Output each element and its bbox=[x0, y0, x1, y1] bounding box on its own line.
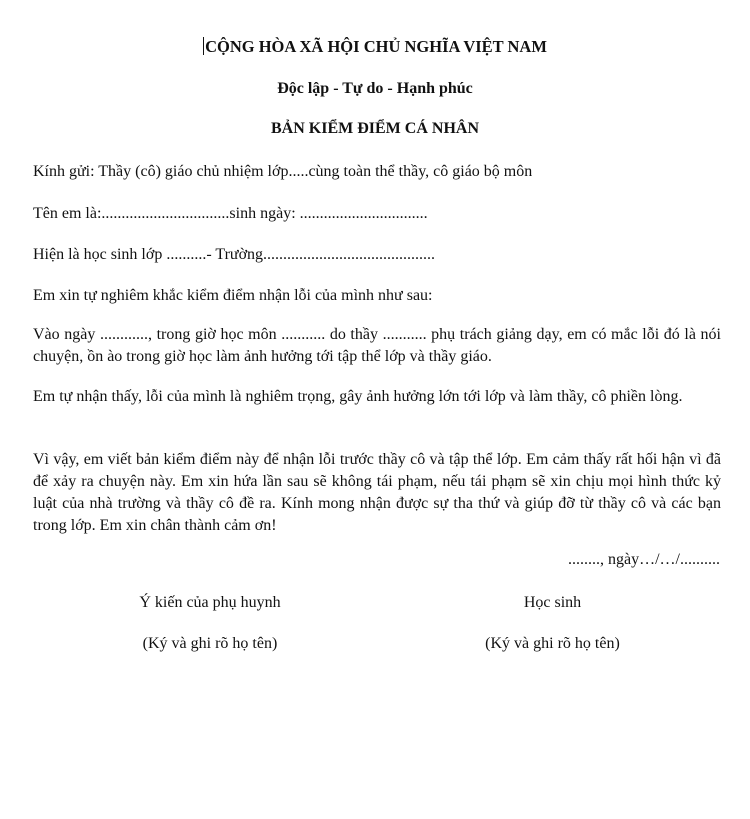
document-title: BẢN KIỂM ĐIỂM CÁ NHÂN bbox=[271, 120, 479, 137]
national-title bbox=[0, 37, 750, 57]
parent-signature-note: (Ký và ghi rõ họ tên) bbox=[142, 635, 278, 652]
date-line: ........, ngày…/…/.......... bbox=[568, 551, 720, 568]
student-signature-note: (Ký và ghi rõ họ tên) bbox=[485, 635, 620, 652]
paragraph-class: Hiện là học sinh lớp ..........- Trường........................................... bbox=[33, 246, 436, 263]
student-signature-title: Học sinh bbox=[523, 594, 582, 611]
motto: Độc lập - Tự do - Hạnh phúc bbox=[277, 80, 473, 97]
text-cursor bbox=[203, 37, 204, 55]
paragraph-acknowledgement: Em tự nhận thấy, lỗi của mình là nghiêm trọng, gây ảnh hưởng lớn tới lớp và làm thầy, cô phiền lòng. bbox=[33, 388, 683, 405]
national-title-text: CỘNG HÒA XÃ HỘI CHỦ NGHĨA VIỆT NAM bbox=[205, 37, 547, 56]
paragraph-intro: Em xin tự nghiêm khắc kiểm điểm nhận lỗi của mình như sau: bbox=[33, 287, 433, 304]
paragraph-incident: Vào ngày ............, trong giờ học môn ........... do thầy ........... phụ trách giảng dạy, em có mắc lỗi đó là nói chuyện, ồn ào trong giờ học làm ảnh hưởng tới tập thể lớp và thầy giáo. bbox=[33, 326, 721, 365]
paragraph-apology: Vì vậy, em viết bản kiểm điểm này để nhận lỗi trước thầy cô và tập thể lớp. Em cảm thấy rất hối hận vì đã để xảy ra chuyện này. Em xin hứa lần sau sẽ không tái phạm, nếu tái phạm sẽ xin chịu mọi hình thức kỷ luật của nhà trường và thầy cô đề ra. Kính mong nhận được sự tha thứ và giúp đỡ từ thầy cô và các bạn trong lớp. Em xin chân thành cảm ơn! bbox=[33, 451, 721, 534]
paragraph-recipient: Kính gửi: Thầy (cô) giáo chủ nhiệm lớp.....cùng toàn thể thầy, cô giáo bộ môn bbox=[33, 163, 533, 180]
parent-signature-title: Ý kiến của phụ huynh bbox=[139, 594, 281, 611]
paragraph-name: Tên em là:................................sinh ngày: ................................ bbox=[33, 205, 428, 222]
